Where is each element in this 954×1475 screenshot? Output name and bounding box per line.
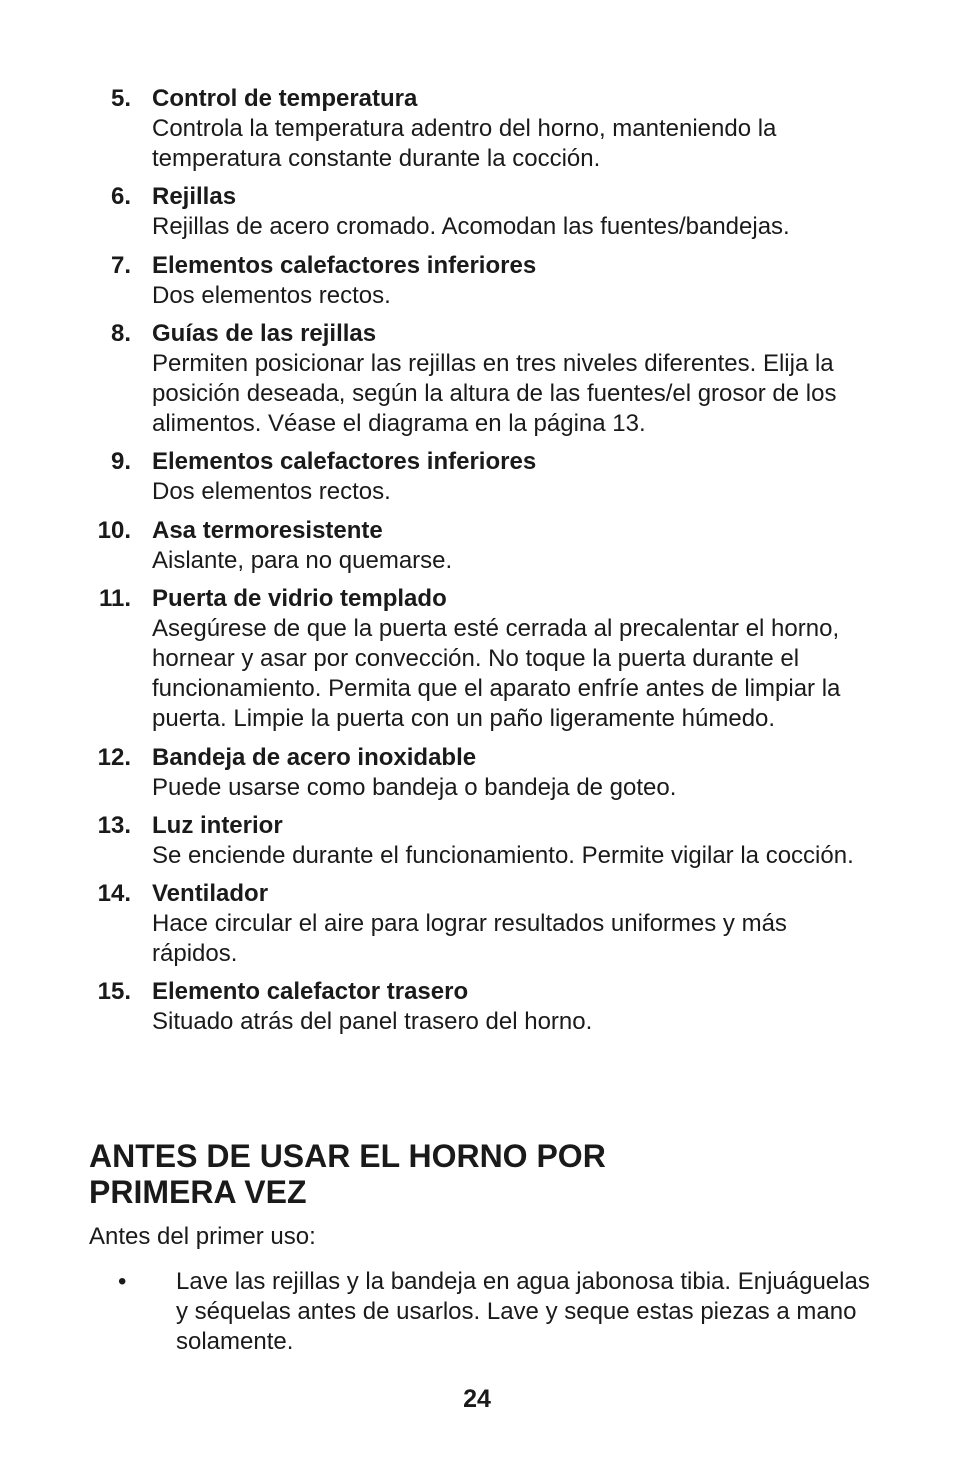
item-description: Aislante, para no quemarse. xyxy=(152,546,453,574)
parts-list xyxy=(0,84,954,1046)
item-title: Elemento calefactor trasero xyxy=(152,978,469,1006)
list-item xyxy=(0,811,954,871)
bullet-item xyxy=(118,1267,876,1358)
item-description: Hace circular el aire para lograr resultados uniformes y más rápidos. xyxy=(152,910,787,968)
list-item xyxy=(0,319,954,440)
item-description: Se enciende durante el funcionamiento. Permite vigilar la cocción. xyxy=(152,841,854,869)
item-description: Situado atrás del panel trasero del horno. xyxy=(152,1008,593,1036)
item-description: Puede usarse como bandeja o bandeja de goteo. xyxy=(152,773,677,801)
bullet-list xyxy=(0,1267,954,1358)
item-number: 12. xyxy=(97,743,131,771)
list-item xyxy=(0,879,954,969)
item-number: 10. xyxy=(97,516,131,544)
item-number: 5. xyxy=(110,85,131,112)
section-intro: Antes del primer uso: xyxy=(89,1223,316,1250)
section-heading-line1: ANTES DE USAR EL HORNO POR xyxy=(89,1138,606,1174)
item-number: 13. xyxy=(97,811,131,839)
item-title: Control de temperatura xyxy=(152,85,418,112)
list-item xyxy=(0,516,954,576)
list-item xyxy=(0,84,954,174)
item-number: 14. xyxy=(97,880,131,908)
page-number: 24 xyxy=(463,1385,491,1413)
item-title: Ventilador xyxy=(152,880,269,908)
list-item xyxy=(0,182,954,242)
item-description: Controla la temperatura adentro del horno, manteniendo la temperatura constante durante la cocción. xyxy=(152,115,777,173)
section-heading-line2: PRIMERA VEZ xyxy=(89,1174,307,1210)
item-description: Permiten posicionar las rejillas en tres niveles diferentes. Elija la posición deseada, según la altura de las fuentes/el grosor de los alimentos. Véase el diagrama en la página 13. xyxy=(152,349,837,438)
list-item xyxy=(0,584,954,735)
list-item xyxy=(0,447,954,507)
item-title: Rejillas xyxy=(152,183,237,211)
item-title: Luz interior xyxy=(152,811,283,839)
item-number: 9. xyxy=(110,448,131,476)
item-description: Dos elementos rectos. xyxy=(152,281,391,309)
bullet-marker: • xyxy=(118,1268,127,1295)
item-description: Dos elementos rectos. xyxy=(152,478,391,506)
item-title: Bandeja de acero inoxidable xyxy=(152,743,477,771)
section-heading xyxy=(89,1138,849,1210)
item-number: 7. xyxy=(110,251,131,279)
item-number: 11. xyxy=(98,584,131,612)
item-number: 8. xyxy=(110,319,131,347)
list-item xyxy=(0,251,954,311)
item-title: Asa termoresistente xyxy=(152,516,383,544)
item-description: Asegúrese de que la puerta esté cerrada al precalentar el horno, hornear y asar por convección. No toque la puerta durante el funcionamiento. Permita que el aparato enfríe antes de limpiar la puerta. Limpie la puerta con un paño ligeramente húmedo. xyxy=(152,614,841,733)
item-title: Guías de las rejillas xyxy=(152,319,377,347)
bullet-text: Lave las rejillas y la bandeja en agua jabonosa tibia. Enjuáguelas y séquelas antes de usarlos. Lave y seque estas piezas a mano solamente. xyxy=(176,1268,870,1356)
item-title: Elementos calefactores inferiores xyxy=(152,448,537,476)
list-item xyxy=(0,743,954,803)
item-description: Rejillas de acero cromado. Acomodan las fuentes/bandejas. xyxy=(152,213,790,241)
item-title: Elementos calefactores inferiores xyxy=(152,251,537,279)
list-item xyxy=(0,977,954,1037)
item-title: Puerta de vidrio templado xyxy=(152,584,447,612)
item-number: 6. xyxy=(110,183,131,211)
item-number: 15. xyxy=(97,978,131,1006)
